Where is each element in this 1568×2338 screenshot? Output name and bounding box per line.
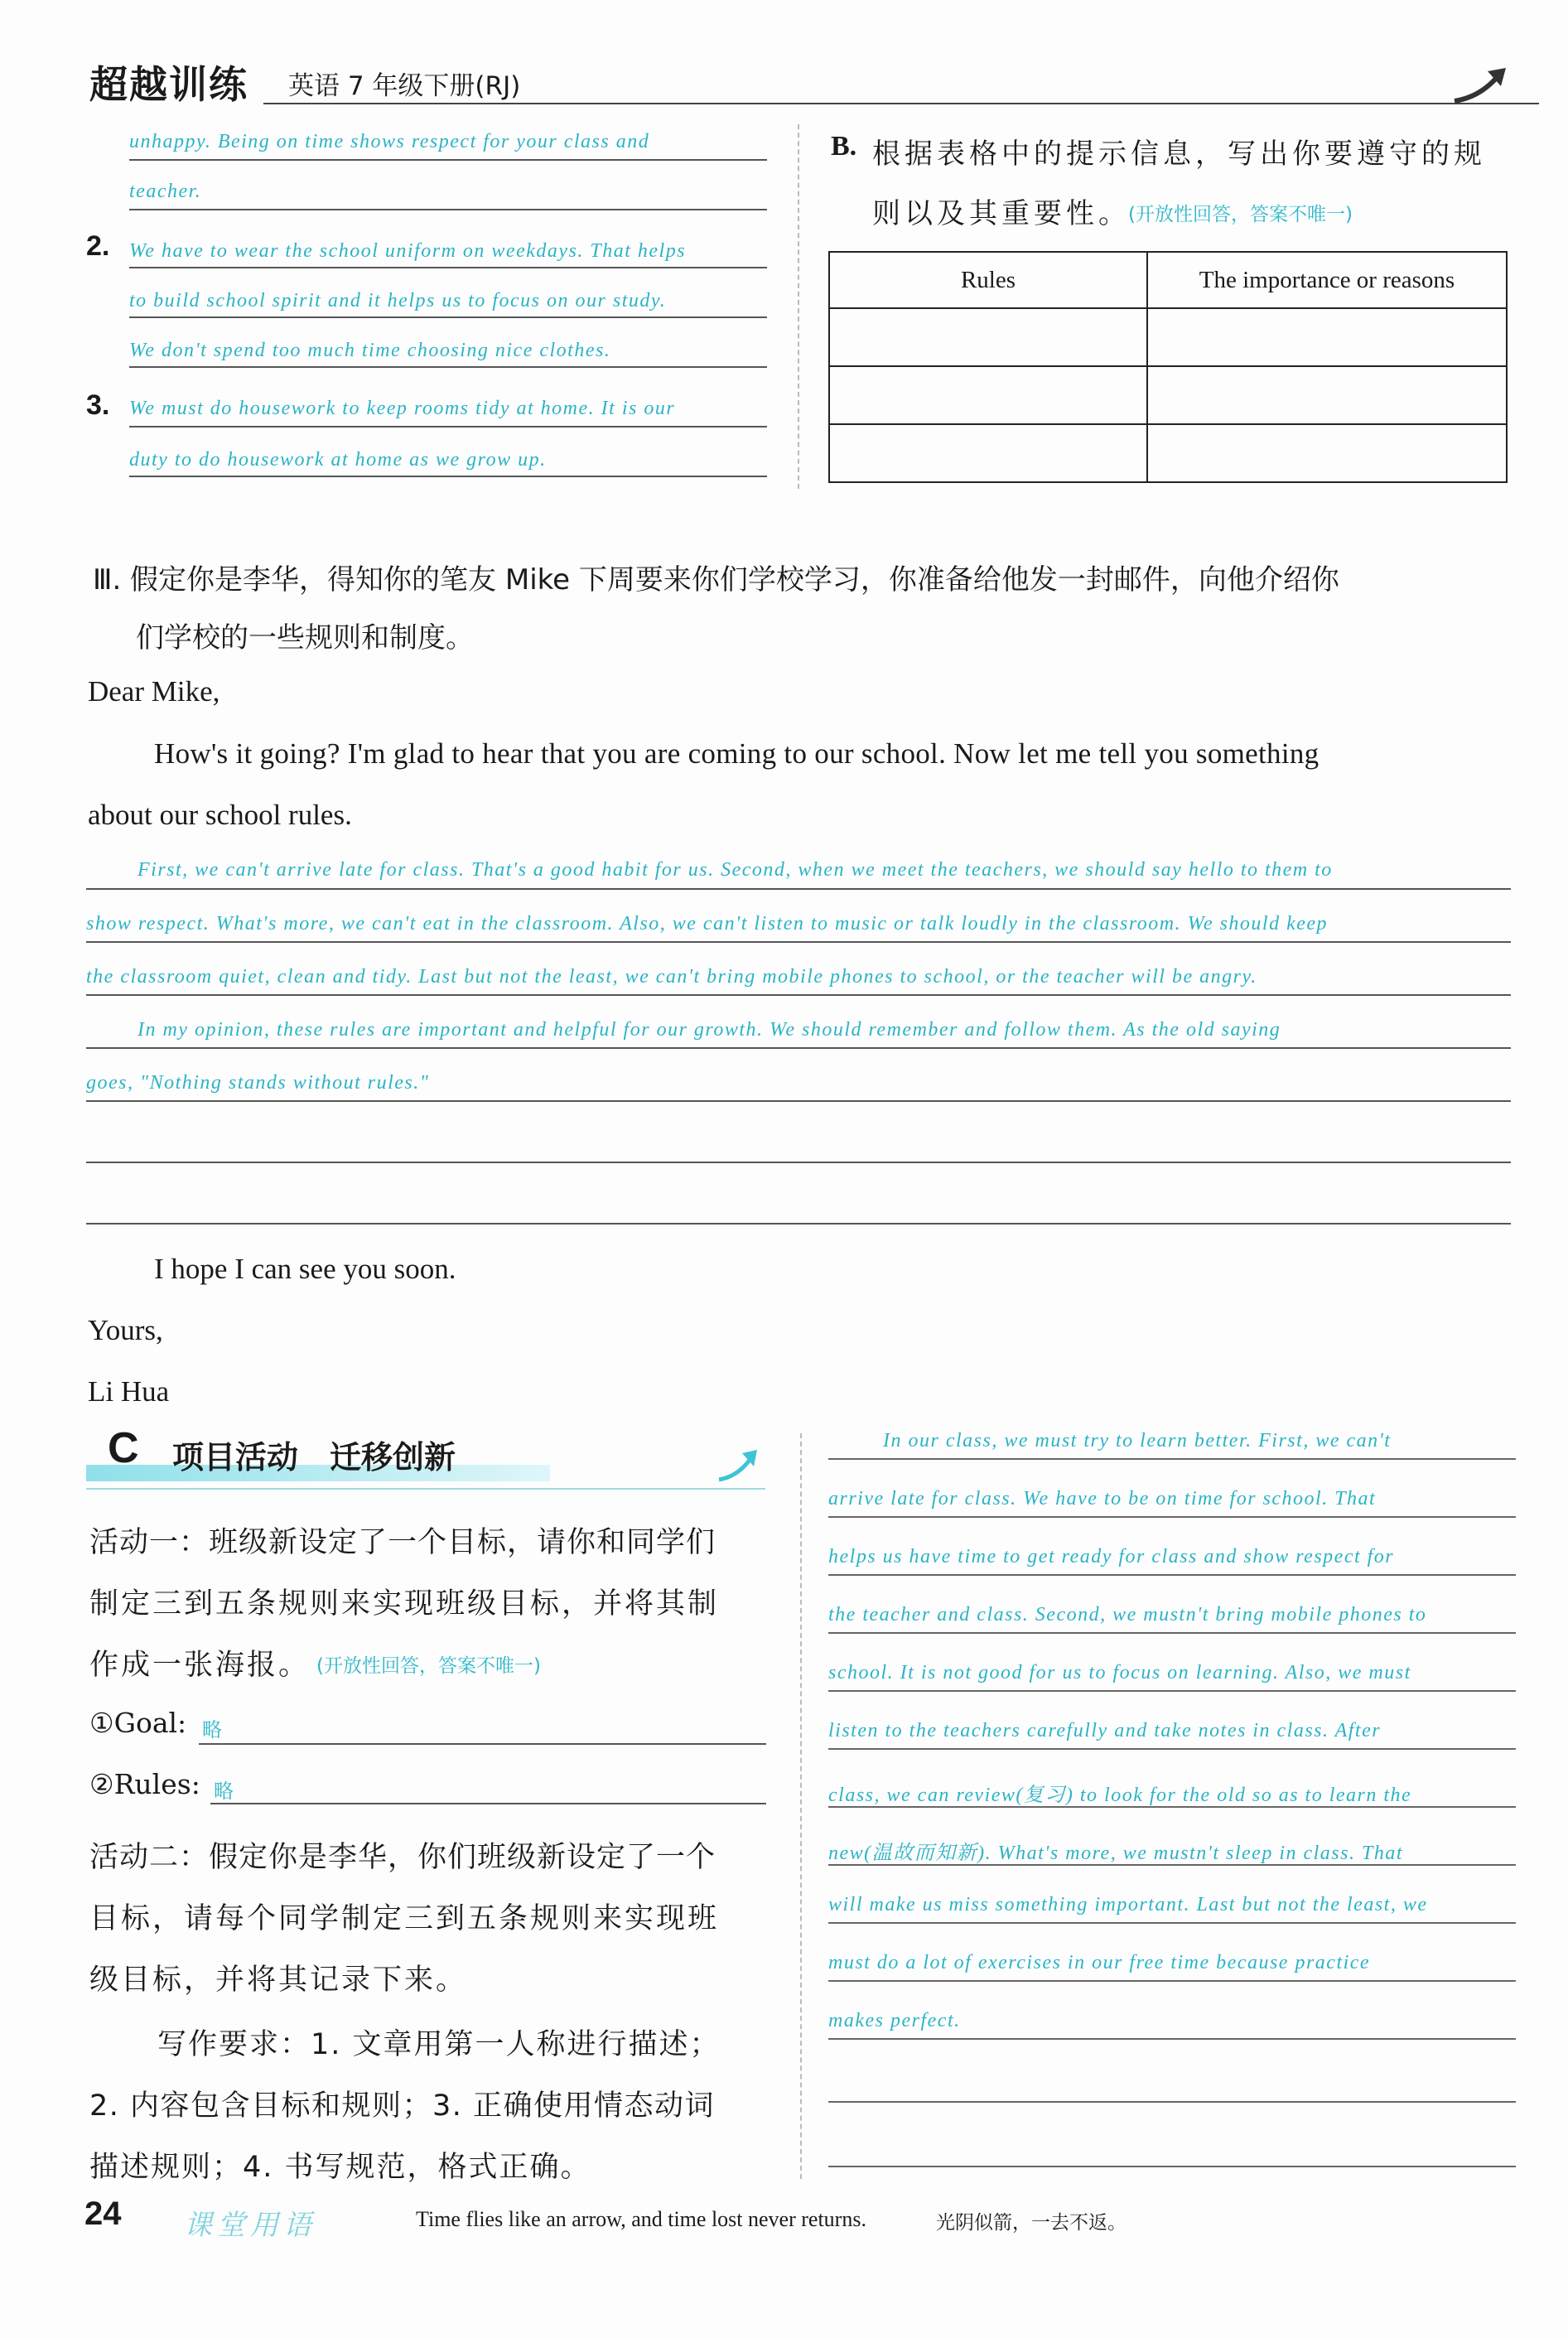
footer-quote-cn: 光阴似箭，一去不返。 (936, 2212, 1127, 2234)
writing-line (828, 1516, 1516, 1518)
table-cell[interactable] (829, 308, 1147, 366)
writing-line (828, 2101, 1516, 2103)
section-c-title: 项目活动 迁移创新 (172, 1439, 456, 1476)
answer-line: to build school spirit and it helps us to focus on our study. (129, 290, 667, 312)
essay-answer-line: show respect. What's more, we can't eat in the classroom. Also, we can't listen to music or talk loudly in the classroom. We should keep (86, 913, 1329, 935)
writing-line (828, 1980, 1516, 1982)
essay-answer-line: the classroom quiet, clean and tidy. Last but not the least, we can't bring mobile phones to school, or the teacher will be angry. (86, 966, 1257, 988)
item-number: 3. (86, 389, 110, 421)
writing-line (828, 1632, 1516, 1634)
column-divider (798, 124, 799, 489)
goal-answer: 略 (202, 1718, 222, 1741)
section-b-label: B. (831, 131, 857, 162)
table-cell[interactable] (1147, 308, 1507, 366)
activity1-text: 作成一张海报。 (89, 1649, 311, 1682)
writing-line (828, 2038, 1516, 2040)
item-number: 2. (86, 230, 110, 262)
answer-line: listen to the teachers carefully and take notes in class. After (828, 1720, 1382, 1741)
table-cell[interactable] (1147, 424, 1507, 482)
answer-line: duty to do housework at home as we grow up. (129, 449, 547, 471)
answer-line: makes perfect. (828, 2010, 961, 2031)
answer-line: teacher. (129, 181, 202, 202)
writing-line (86, 1162, 1511, 1163)
rules-line (210, 1803, 766, 1804)
section-iii-prompt: Ⅲ. 假定你是李华，得知你的笔友 Mike 下周要来你们学校学习，你准备给他发一封邮件，向他介绍你 (93, 563, 1339, 597)
answer-line: unhappy. Being on time shows respect for your class and (129, 131, 650, 152)
writing-line (828, 1864, 1516, 1866)
goal-label: ①Goal: (89, 1707, 187, 1739)
writing-line (129, 209, 767, 210)
writing-line (86, 1047, 1511, 1049)
activity2-text: 目标，请每个同学制定三到五条规则来实现班 (89, 1902, 720, 1935)
writing-line (86, 888, 1511, 890)
writing-line (86, 994, 1511, 996)
table-cell[interactable] (1147, 366, 1507, 424)
column-divider (800, 1433, 802, 2179)
section-iii-prompt: 们学校的一些规则和制度。 (136, 621, 474, 655)
rules-label: ②Rules: (89, 1768, 200, 1800)
requirements-text: 描述规则；4. 书写规范，格式正确。 (89, 2151, 591, 2184)
header-rule (263, 103, 1539, 104)
table-cell[interactable] (829, 366, 1147, 424)
arrow-icon (714, 1445, 764, 1486)
answer-line: We don't spend too much time choosing nice clothes. (129, 340, 611, 361)
answer-line: In our class, we must try to learn better. First, we can't (883, 1430, 1392, 1452)
writing-line (828, 1922, 1516, 1924)
salutation: Dear Mike, (88, 675, 220, 708)
activity2-text: 活动二：假定你是李华，你们班级新设定了一个 (89, 1841, 716, 1874)
writing-line (828, 1690, 1516, 1692)
goal-line (199, 1743, 766, 1745)
arrow-icon (1448, 60, 1514, 109)
essay-answer-line: First, we can't arrive late for class. That's a good habit for us. Second, when we meet the teachers, we should say hello to them to (138, 859, 1333, 881)
section-c-banner (86, 1423, 550, 1488)
writing-line (129, 366, 767, 368)
activity1-text: 活动一：班级新设定了一个目标，请你和同学们 (89, 1526, 716, 1559)
letter-closing: I hope I can see you soon. (154, 1253, 456, 1285)
writing-line (828, 1458, 1516, 1460)
answer-line: school. It is not good for us to focus on learning. Also, we must (828, 1662, 1411, 1683)
writing-line (828, 1574, 1516, 1576)
writing-line (86, 1100, 1511, 1102)
book-subtitle: 英语 7 年级下册(RJ) (288, 71, 521, 101)
rules-answer: 略 (214, 1780, 234, 1803)
right-answer-block (828, 1417, 1516, 2187)
table-cell[interactable] (829, 424, 1147, 482)
open-answer-note: (开放性回答，答案不唯一) (316, 1655, 541, 1677)
writing-line (129, 426, 767, 428)
footer-quote-en: Time flies like an arrow, and time lost never returns. (416, 2207, 866, 2231)
brand-title: 超越训练 (89, 62, 248, 107)
table-header: The importance or reasons (1147, 252, 1507, 308)
writing-line (129, 316, 767, 318)
activity1-text: 制定三到五条规则来实现班级目标，并将其制 (89, 1587, 720, 1621)
section-b-instruction: 根据表格中的提示信息，写出你要遵守的规 (872, 138, 1486, 171)
section-c-letter: C (108, 1424, 139, 1472)
page-number: 24 (84, 2195, 122, 2232)
essay-answer-line: goes, "Nothing stands without rules." (86, 1072, 430, 1094)
page-header (89, 51, 1514, 109)
answer-line: helps us have time to get ready for class and show respect for (828, 1546, 1395, 1568)
writing-line (828, 1806, 1516, 1808)
answer-line: class, we can review(复习) to look for the old so as to learn the (828, 1785, 1412, 1806)
answer-line: new(温故而知新). What's more, we mustn't sleep in class. That (828, 1843, 1404, 1864)
letter-name: Li Hua (88, 1375, 170, 1408)
letter-opening: How's it going? I'm glad to hear that you are coming to our school. Now let me tell you something (154, 737, 1320, 770)
table-header: Rules (829, 252, 1147, 308)
footer-label: 课堂用语 (184, 2209, 316, 2242)
letter-opening: about our school rules. (88, 799, 352, 831)
rules-table (828, 251, 1508, 483)
answer-line: the teacher and class. Second, we mustn't bring mobile phones to (828, 1604, 1427, 1625)
writing-line (129, 159, 767, 161)
writing-line (129, 267, 767, 268)
answer-line: must do a lot of exercises in our free time because practice (828, 1952, 1371, 1973)
writing-line (129, 476, 767, 477)
writing-line (86, 941, 1511, 943)
answer-line: arrive late for class. We have to be on time for school. That (828, 1488, 1377, 1510)
answer-line: We have to wear the school uniform on weekdays. That helps (129, 240, 687, 262)
essay-answer-line: In my opinion, these rules are important and helpful for our growth. We should remember and follow them. As the old saying (138, 1019, 1281, 1041)
requirements-text: 写作要求：1. 文章用第一人称进行描述； (157, 2028, 721, 2061)
open-answer-note: (开放性回答，答案不唯一) (1128, 204, 1353, 225)
answer-line: will make us miss something important. Last but not the least, we (828, 1894, 1428, 1915)
writing-line (828, 2166, 1516, 2167)
section-b-instruction: 则以及其重要性。 (872, 197, 1131, 230)
writing-line (86, 1223, 1511, 1225)
answer-line: We must do housework to keep rooms tidy at home. It is our (129, 398, 676, 419)
letter-signoff: Yours, (88, 1314, 163, 1346)
requirements-text: 2. 内容包含目标和规则；3. 正确使用情态动词 (89, 2089, 716, 2123)
activity2-text: 级目标，并将其记录下来。 (89, 1964, 468, 1997)
section-c-rule (86, 1488, 765, 1490)
writing-line (828, 1748, 1516, 1750)
